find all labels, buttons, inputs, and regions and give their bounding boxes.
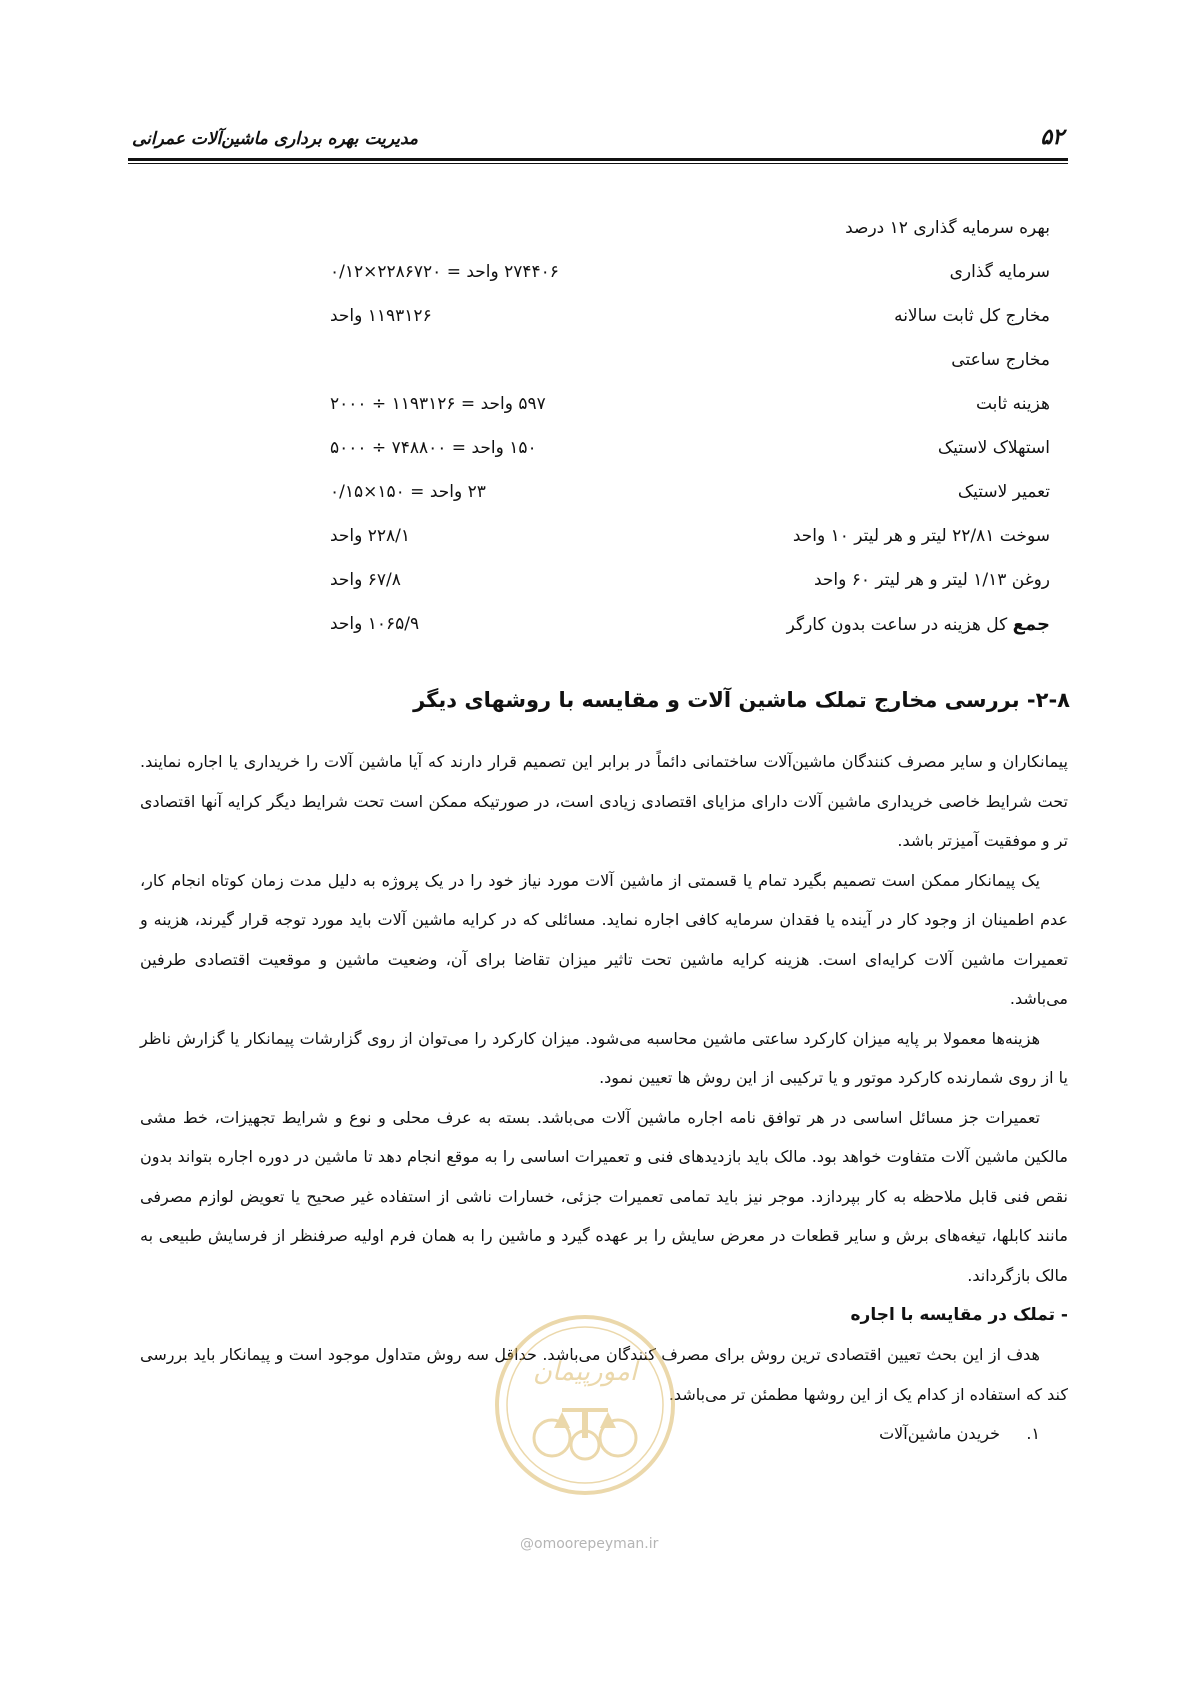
calc-value: ۲۲۸/۱ واحد	[330, 526, 411, 546]
calc-value: ۲۷۴۴۰۶ واحد = ۲۲۸۶۷۲۰×۰/۱۲	[330, 262, 559, 282]
paragraph: تعمیرات جز مسائل اساسی در هر توافق نامه اجاره ماشین آلات می‌باشد. بسته به عرف محلی و نوع و شرایط تجهیزات، خط مشی مالکین ماشین آلات متفاوت خواهد بود. مالک باید بازدیدهای فنی و تعمیرات اساسی را به موقع انجام دهد تا ماشین در دوره اجاره بتواند بدون نقص فنی قابل ملاحظه به کار بپردازد. موجر نیز باید تمامی تعمیرات جزئی، خسارات ناشی از استفاده غیر صحیح یا تعویض لوازم مصرفی مانند کابلها، تیغه‌های برش و سایر قطعات در معرض سایش را بر عهده گیرد و ماشین را به همان فرم اولیه صرفنظر از فرسایش طبیعی به مالک بازگرداند.	[140, 1107, 1068, 1285]
watermark-url: @omoorepeyman.ir	[520, 1536, 659, 1552]
list-item-number: ۱.	[1026, 1424, 1040, 1443]
list-item-text: خریدن ماشین‌آلات	[879, 1424, 1000, 1443]
calc-total-value: ۱۰۶۵/۹ واحد	[330, 614, 420, 634]
calc-label: روغن ۱/۱۳ لیتر و هر لیتر ۶۰ واحد	[813, 570, 1050, 590]
calc-row	[330, 218, 1050, 262]
calc-label: بهره سرمایه گذاری ۱۲ درصد	[845, 218, 1050, 238]
calc-label: مخارج ساعتی	[951, 350, 1050, 370]
header-rule-thick	[128, 158, 1068, 161]
calc-row	[330, 570, 1050, 614]
calc-row	[330, 394, 1050, 438]
calc-value: ۱۵۰ واحد = ۷۴۸۸۰۰ ÷ ۵۰۰۰	[330, 438, 537, 458]
calc-row	[330, 482, 1050, 526]
calc-label: استهلاک لاستیک	[937, 438, 1050, 458]
paragraph: هزینه‌ها معمولا بر پایه میزان کارکرد ساعتی ماشین محاسبه می‌شود. میزان کارکرد را می‌توان از روی گزارشات پیمانکار یا گزارش ناظر یا از روی شمارنده کارکرد موتور و یا ترکیبی از این روش ها تعیین نمود.	[140, 1028, 1068, 1087]
cost-calculation-block	[330, 218, 1050, 658]
running-title: مدیریت بهره برداری ماشین‌آلات عمرانی	[132, 129, 419, 149]
calc-row	[330, 350, 1050, 394]
header-rule-thin	[128, 163, 1068, 164]
calc-value: ۱۱۹۳۱۲۶ واحد	[330, 306, 432, 326]
paragraph: یک پیمانکار ممکن است تصمیم بگیرد تمام یا قسمتی از ماشین آلات مورد نیاز خود را در یک پروژه به دلیل مدت زمان کوتاه انجام کار، عدم اطمینان از وجود کار در آینده یا فقدان سرمایه کافی اجاره نماید. مسائلی که در کرایه ماشین آلات باید مورد توجه قرار گیرند، هزینه و تعمیرات ماشین آلات کرایه‌ای است. هزینه کرایه ماشین تحت تاثیر میزان تقاضا برای آن، وضعیت ماشین و موقعیت اقتصادی طرفین می‌باشد.	[140, 870, 1068, 1008]
section-heading: ۲-۸- بررسی مخارج تملک ماشین آلات و مقایسه با روشهای دیگر	[413, 688, 1070, 712]
calc-row	[330, 262, 1050, 306]
paragraph: پیمانکاران و سایر مصرف کنندگان ماشین‌آلات ساختمانی دائماً در برابر این تصمیم قرار دارند که آیا ماشین آلات را خریداری یا اجاره نمایند. تحت شرایط خاصی خریداری ماشین آلات دارای مزایای اقتصادی زیادی است، در صورتیکه ممکن است تحت شرایط دیگر کرایه آنها اقتصادی تر و موفقیت آمیزتر باشد.	[140, 752, 1068, 850]
calc-row	[330, 306, 1050, 350]
paragraph: هدف از این بحث تعیین اقتصادی ترین روش برای مصرف کنندگان می‌باشد. حداقل سه روش متداول موجود است و پیمانکار باید بررسی کند که استفاده از کدام یک از این روشها مطمئن تر می‌باشد.	[140, 1345, 1068, 1404]
svg-text:امورپیمان: امورپیمان	[532, 1357, 638, 1387]
calc-label: سرمایه گذاری	[949, 262, 1050, 282]
calc-label: سوخت ۲۲/۸۱ لیتر و هر لیتر ۱۰ واحد	[792, 526, 1050, 546]
calc-total-bold: جمع	[1012, 614, 1050, 635]
calc-value: ۶۷/۸ واحد	[330, 570, 401, 590]
calc-label: تعمیر لاستیک	[957, 482, 1050, 502]
calc-total-row	[330, 614, 1050, 658]
calc-value: ۲۳ واحد = ۱۵۰×۰/۱۵	[330, 482, 486, 502]
calc-value: ۵۹۷ واحد = ۱۱۹۳۱۲۶ ÷ ۲۰۰۰	[330, 394, 546, 414]
calc-label: مخارج کل ثابت سالانه	[894, 306, 1050, 326]
calc-label: هزینه ثابت	[975, 394, 1050, 414]
calc-total-label	[787, 614, 1050, 635]
calc-row	[330, 438, 1050, 482]
calc-total-rest: کل هزینه در ساعت بدون کارگر	[786, 615, 1013, 635]
subsection-heading: - تملک در مقایسه با اجاره	[850, 1305, 1068, 1325]
calc-row	[330, 526, 1050, 570]
page-header	[128, 125, 1068, 161]
watermark-seal-icon	[490, 1310, 680, 1500]
page-number: ۵۲	[1040, 125, 1064, 150]
